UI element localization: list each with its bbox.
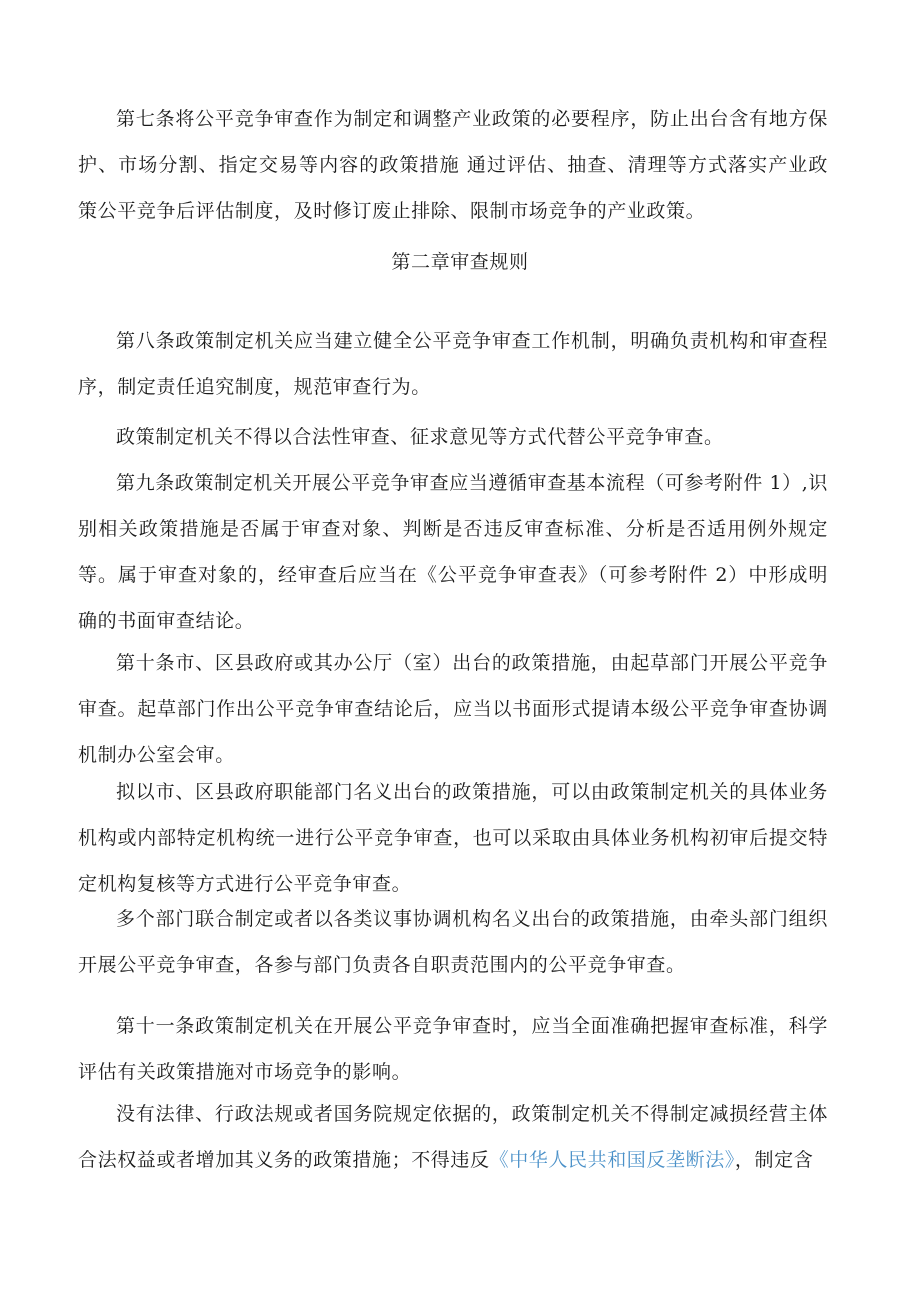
article-7-paragraph: 第七条将公平竞争审查作为制定和调整产业政策的必要程序，防止出台含有地方保护、市场分割、指定交易等内容的政策措施 通过评估、抽查、清理等方式落实产业政策公平竞争后评估制度，及时修订废止排除、限制市场竞争的产业政策。 (78, 108, 828, 222)
article-8-second-paragraph: 政策制定机关不得以合法性审查、征求意见等方式代替公平竞争审查。 (116, 426, 724, 448)
article-9-paragraph: 第九条政策制定机关开展公平竞争审查应当遵循审查基本流程（可参考附件 1）,识别相关政策措施是否属于审查对象、判断是否违反审查标准、分析是否适用例外规定等。属于审查对象的，经审查后应当在《公平竞争审查表》（可参考附件 2）中形成明确的书面审查结论。 (78, 472, 828, 632)
article-11-paragraph: 第十一条政策制定机关在开展公平竞争审查时，应当全面准确把握审查标准，科学评估有关政策措施对市场竞争的影响。 (78, 1015, 828, 1083)
article-8-paragraph: 第八条政策制定机关应当建立健全公平竞争审查工作机制，明确负责机构和审查程序，制定责任追究制度，规范审查行为。 (78, 330, 828, 398)
article-10-paragraph: 第十条市、区县政府或其办公厅（室）出台的政策措施，由起草部门开展公平竞争审查。起草部门作出公平竞争审查结论后，应当以书面形式提请本级公平竞争审查协调机制办公室会审。 (78, 652, 828, 766)
article-10-second-paragraph: 拟以市、区县政府职能部门名义出台的政策措施，可以由政策制定机关的具体业务机构或内部特定机构统一进行公平竞争审查，也可以采取由具体业务机构初审后提交特定机构复核等方式进行公平竞争审查。 (78, 781, 828, 895)
article-10-third-paragraph: 多个部门联合制定或者以各类议事协调机构名义出台的政策措施，由牵头部门组织开展公平竞争审查，各参与部门负责各自职责范围内的公平竞争审查。 (78, 908, 828, 976)
article-11-second-paragraph-end: ，制定含 (734, 1149, 814, 1171)
article-11-second-paragraph-start: 没有法律、行政法规或者国务院规定依据的，政策制定机关不得制定减损经营主体合法权益或者增加其义务的政策措施；不得违反 (78, 1103, 828, 1171)
anti-monopoly-law-link[interactable]: 《中华人民共和国反垄断法》 (489, 1149, 735, 1171)
article-11-second-paragraph (78, 1091, 828, 1183)
chapter-2-heading: 第二章审查规则 (391, 251, 529, 273)
